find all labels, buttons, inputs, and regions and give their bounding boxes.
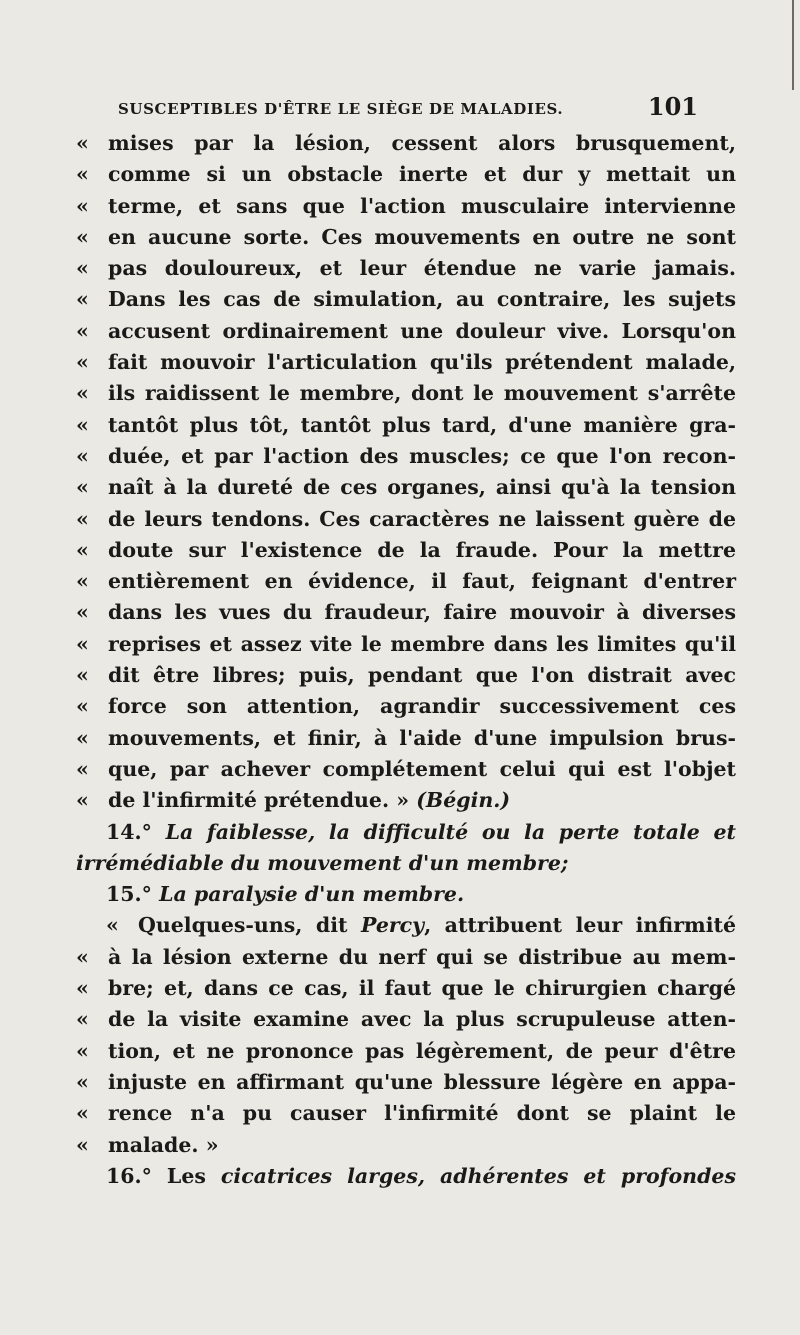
text-line: « dans les vues du fraudeur, faire mouvoir à diverses (76, 600, 736, 625)
text-line: « dit être libres; puis, pendant que l'on distrait avec (76, 663, 736, 688)
text-line: « Quelques-uns, dit Percy, attribuent leur infirmité (106, 913, 737, 938)
text-line: « naît à la dureté de ces organes, ainsi qu'à la tension (76, 475, 736, 500)
item-15-number: 15.° (106, 882, 152, 907)
text-line: « en aucune sorte. Ces mouvements en outre ne sont (76, 224, 736, 249)
text-line: « à la lésion externe du nerf qui se distribue au mem- (76, 944, 736, 969)
text-line: « terme, et sans que l'action musculaire intervienne (76, 193, 736, 218)
text-line: « mouvements, et finir, à l'aide d'une impulsion brus- (76, 725, 736, 750)
running-title: SUSCEPTIBLES D'ÊTRE LE SIÈGE DE MALADIES. (118, 100, 564, 118)
item-14-text: La faiblesse, la difficulté ou la perte totale et (165, 819, 736, 844)
text-line: « Dans les cas de simulation, au contraire, les sujets (76, 287, 736, 312)
text-line: « de la visite examine avec la plus scrupuleuse atten- (76, 1007, 736, 1032)
text-line: « duée, et par l'action des muscles; ce que l'on recon- (76, 443, 736, 468)
text-line: « ils raidissent le membre, dont le mouvement s'arrête (76, 381, 736, 406)
item-14-text-cont: irrémédiable du mouvement d'un membre; (76, 850, 569, 875)
text-line: « malade. » (76, 1132, 219, 1157)
text-line: « tion, et ne prononce pas légèrement, de peur d'être (76, 1038, 736, 1063)
item-14-number: 14.° (106, 819, 152, 844)
text-line: « comme si un obstacle inerte et dur y mettait un (76, 162, 736, 187)
body-text (76, 128, 736, 1192)
text-line: « accusent ordinairement une douleur vive. Lorsqu'on (76, 318, 736, 343)
text-line: « mises par la lésion, cessent alors brusquement, (76, 131, 736, 155)
text-line: « que, par achever complétement celui qui est l'objet (76, 756, 736, 781)
citation-begin: (Bégin.) (416, 788, 511, 813)
running-header (118, 92, 698, 124)
text-line: « de leurs tendons. Ces caractères ne laissent guère de (76, 506, 736, 531)
page-edge-shadow (792, 0, 794, 90)
text-line: « rence n'a pu causer l'infirmité dont se plaint le (76, 1101, 736, 1126)
item-14-line-2 (76, 848, 736, 879)
item-16-line: 16.° Les cicatrices larges, adhérentes et profondes (106, 1163, 736, 1188)
item-15-line (76, 879, 736, 910)
text-line: « pas douloureux, et leur étendue ne varie jamais. (76, 256, 736, 281)
text-line: « force son attention, agrandir successivement ces (76, 694, 736, 719)
text-line: « bre; et, dans ce cas, il faut que le chirurgien chargé (76, 976, 736, 1001)
text-line: « injuste en affirmant qu'une blessure légère en appa- (76, 1069, 736, 1094)
text-line: « reprises et assez vite le membre dans les limites qu'il (76, 631, 736, 656)
text-line: « de l'infirmité prétendue. » (Bégin.) (76, 788, 511, 813)
text-line: « entièrement en évidence, il faut, feignant d'entrer (76, 569, 736, 594)
text-line: « fait mouvoir l'articulation qu'ils prétendent malade, (76, 350, 736, 375)
item-15-text: La paralysie d'un membre. (159, 882, 465, 907)
text-line: « doute sur l'existence de la fraude. Pour la mettre (76, 537, 736, 562)
text-line: « tantôt plus tôt, tantôt plus tard, d'une manière gra- (76, 412, 736, 437)
item-14-line-1 (76, 817, 736, 848)
item-16-number: 16.° (106, 1163, 152, 1188)
page-number: 101 (647, 92, 698, 121)
item-16-text: cicatrices larges, adhérentes et profondes (220, 1163, 736, 1188)
author-percy: Percy (360, 913, 425, 938)
quote-end-text: de l'infirmité prétendue. » (108, 788, 417, 813)
